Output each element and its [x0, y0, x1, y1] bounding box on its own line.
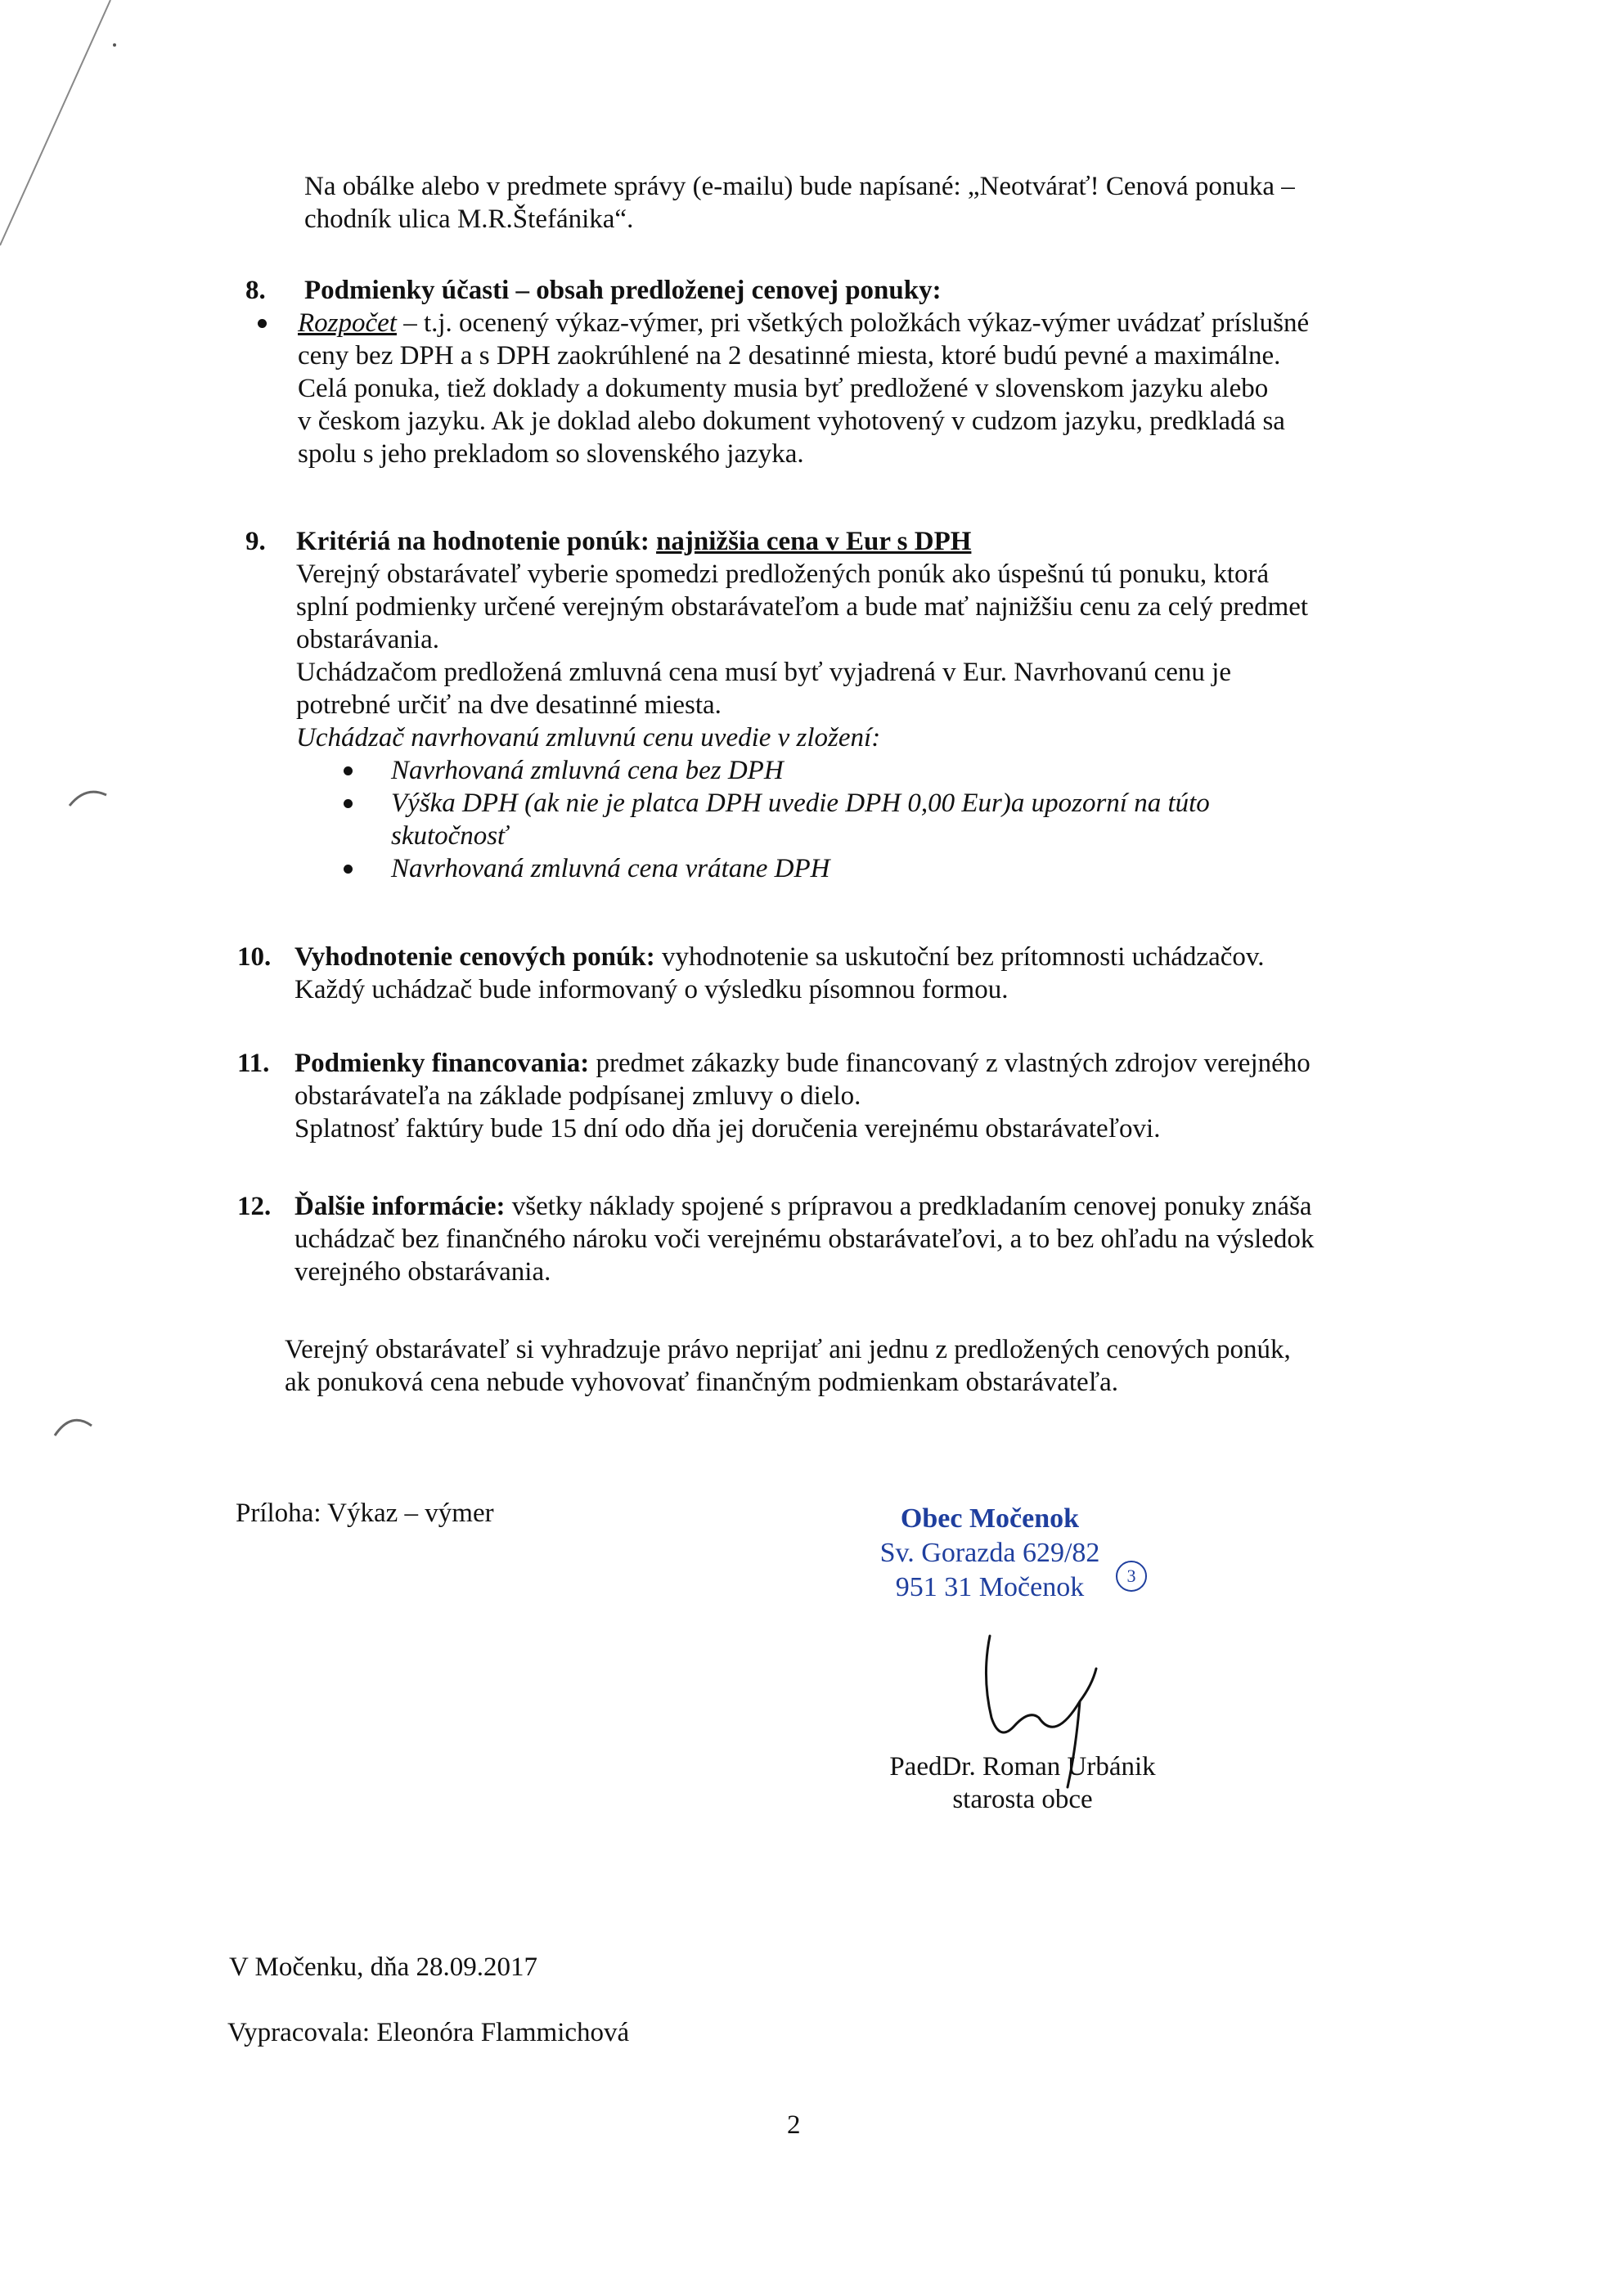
section-8 [245, 274, 1472, 470]
budget-label: Rozpočet [298, 308, 397, 338]
signatory-role: starosta obce [952, 1785, 1093, 1814]
section-12-line-1: všetky náklady spojené s prípravou a predkladaním cenovej ponuky znáša [505, 1192, 1312, 1221]
section-8-line-5: spolu s jeho prekladom so slovenského jazyka. [298, 439, 804, 469]
prepared-by: Vypracovala: Eleonóra Flammichová [227, 2018, 630, 2047]
section-8-line-1: – t.j. ocenený výkaz-výmer, pri všetkých položkách výkaz-výmer uvádzať príslušné [396, 308, 1310, 338]
section-8-line-4: v českom jazyku. Ak je doklad alebo dokument vyhotovený v cudzom jazyku, predkladá sa [298, 407, 1285, 436]
closing-line-2: ak ponuková cena nebude vyhovovať finančným podmienkam obstarávateľa. [285, 1368, 1119, 1397]
section-9-line-4: Uchádzačom predložená zmluvná cena musí byť vyjadrená v Eur. Navrhovanú cenu je [296, 658, 1231, 687]
price-component-2-cont: skutočnosť [391, 821, 508, 851]
section-11-line-1: predmet zákazky bude financovaný z vlastných zdrojov verejného [589, 1049, 1311, 1078]
section-9-title: Kritériá na hodnotenie ponúk: [296, 527, 650, 556]
section-9-number: 9. [245, 527, 266, 556]
closing-line-1: Verejný obstarávateľ si vyhradzuje právo neprijať ani jednu z predložených cenových ponúk, [285, 1335, 1291, 1364]
punch-hole-mark-bottom [51, 1411, 100, 1444]
section-9-criterion: najnižšia cena v Eur s DPH [656, 527, 972, 556]
intro-block [304, 170, 1466, 236]
stamp-street: Sv. Gorazda 629/82 [879, 1538, 1100, 1568]
section-8-number: 8. [245, 276, 266, 305]
section-12-line-2: uchádzač bez finančného nároku voči verejnému obstarávateľovi, a to bez ohľadu na výsledok [294, 1224, 1315, 1254]
section-12-number: 12. [237, 1192, 272, 1221]
section-8-title: Podmienky účasti – obsah predloženej cenovej ponuky: [304, 276, 942, 305]
municipality-stamp [851, 1502, 1129, 1605]
section-10-line-2: Každý uchádzač bude informovaný o výsledku písomnou formou. [294, 975, 1009, 1004]
attachment-note: Príloha: Výkaz – výmer [236, 1498, 494, 1528]
section-11-title: Podmienky financovania: [294, 1049, 590, 1078]
section-9-line-1: Verejný obstarávateľ vyberie spomedzi predložených ponúk ako úspešnú tú ponuku, ktorá [296, 559, 1270, 589]
price-component-1: Navrhovaná zmluvná cena bez DPH [391, 756, 784, 785]
section-8-line-2: ceny bez DPH a s DPH zaokrúhlené na 2 desatinné miesta, ktoré budú pevné a maximálne. [298, 341, 1281, 371]
signatory-name: PaedDr. Roman Urbánik [889, 1752, 1156, 1782]
bullet-dot [258, 319, 267, 328]
section-9-line-3: obstarávania. [296, 625, 440, 654]
stamp-number-badge: 3 [1116, 1561, 1147, 1592]
section-10 [237, 941, 1472, 1006]
intro-line-2: chodník ulica M.R.Štefánika“. [304, 204, 634, 234]
section-12-line-3: verejného obstarávania. [294, 1257, 551, 1287]
punch-hole-mark-top [65, 785, 115, 818]
place-date: V Močenku, dňa 28.09.2017 [229, 1952, 538, 1982]
section-12-title: Ďalšie informácie: [294, 1192, 506, 1221]
bullet-dot [344, 865, 353, 874]
signatory-block [859, 1750, 1186, 1816]
section-10-number: 10. [237, 942, 272, 972]
section-9 [245, 525, 1472, 885]
section-11-line-2: obstarávateľa na základe podpísanej zmluvy o dielo. [294, 1081, 861, 1111]
intro-line-1: Na obálke alebo v predmete správy (e-mailu) bude napísané: „Neotvárať! Cenová ponuka – [304, 172, 1295, 201]
section-12 [237, 1190, 1472, 1288]
closing-paragraph [285, 1333, 1471, 1399]
scan-edge-mark [0, 0, 164, 344]
stamp-city: 951 31 Močenok [895, 1572, 1085, 1602]
section-11-line-3: Splatnosť faktúry bude 15 dní odo dňa jej doručenia verejnému obstarávateľovi. [294, 1114, 1161, 1144]
section-10-title: Vyhodnotenie cenových ponúk: [294, 942, 655, 972]
section-11 [237, 1047, 1472, 1145]
section-10-line-1: vyhodnotenie sa uskutoční bez prítomnosti uchádzačov. [654, 942, 1265, 972]
stamp-name: Obec Močenok [900, 1503, 1080, 1534]
section-9-line-5: potrebné určiť na dve desatinné miesta. [296, 690, 722, 720]
section-9-italic-intro: Uchádzač navrhovanú zmluvnú cenu uvedie v zložení: [296, 723, 881, 753]
bullet-dot [344, 766, 353, 775]
price-component-2: Výška DPH (ak nie je platca DPH uvedie DPH 0,00 Eur)a upozorní na túto [391, 789, 1210, 818]
section-9-line-2: splní podmienky určené verejným obstarávateľom a bude mať najnižšiu cenu za celý predmet [296, 592, 1309, 622]
price-component-3: Navrhovaná zmluvná cena vrátane DPH [391, 854, 830, 883]
bullet-dot [344, 799, 353, 808]
section-8-line-3: Celá ponuka, tiež doklady a dokumenty musia byť predložené v slovenskom jazyku alebo [298, 374, 1269, 403]
page-number: 2 [787, 2110, 801, 2140]
section-11-number: 11. [237, 1049, 270, 1078]
